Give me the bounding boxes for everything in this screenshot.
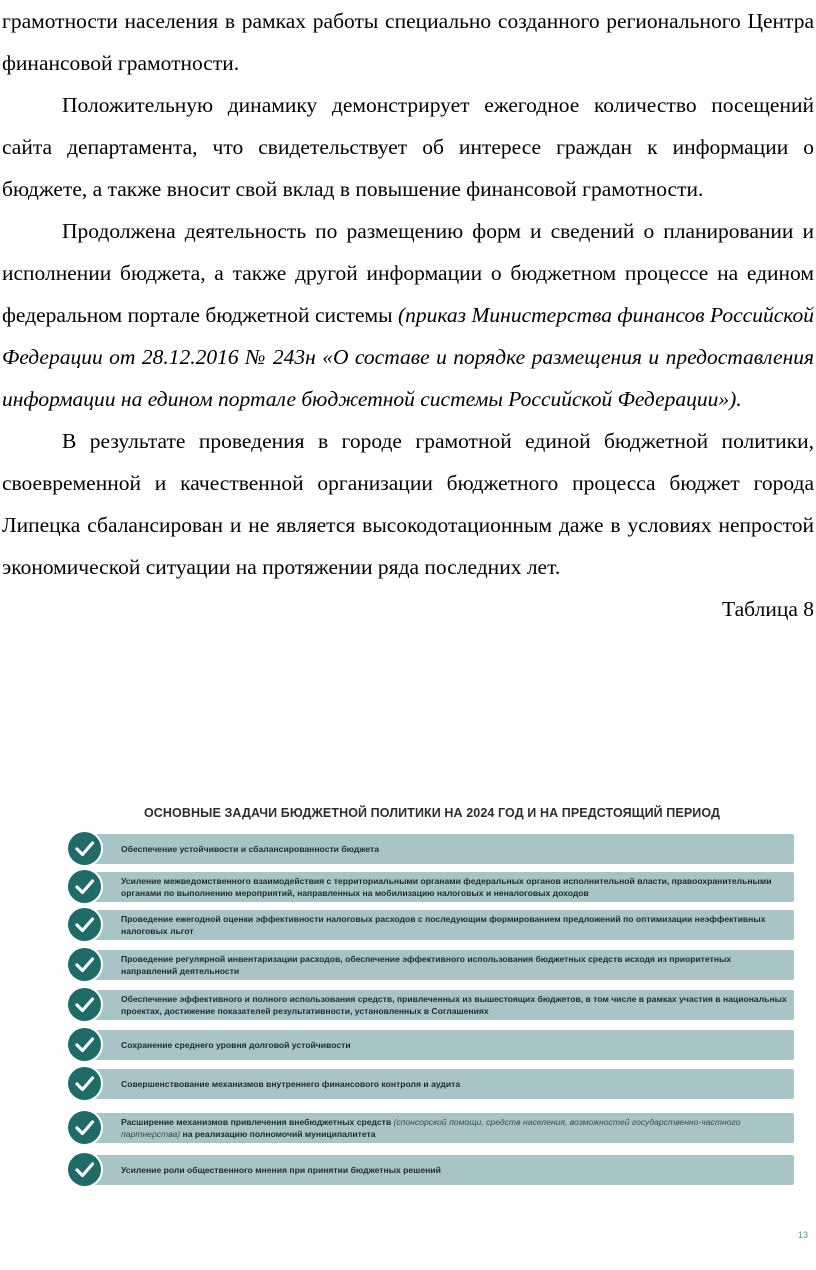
table-label: Таблица 8 xyxy=(722,597,814,621)
task-row xyxy=(66,832,798,866)
task-text: Проведение регулярной инвентаризации расходов, обеспечение эффективного использования бюджетных средств исходя из приоритетных направлений деятельности xyxy=(121,954,732,976)
document-body xyxy=(0,0,816,630)
paragraph-3-reference: (приказ Министерства финансов Российской Федерации от 28.12.2016 № 243н «О составе и порядке размещения и предоставления информации на едином портале бюджетной системы Российской Федерации»). xyxy=(2,303,814,411)
task-row xyxy=(66,908,798,942)
figure-title: ОСНОВНЫЕ ЗАДАЧИ БЮДЖЕТНОЙ ПОЛИТИКИ НА 2024 ГОД И НА ПРЕДСТОЯЩИЙ ПЕРИОД xyxy=(143,806,721,820)
paragraph-3 xyxy=(0,210,816,420)
task-row xyxy=(66,1067,798,1101)
task-row xyxy=(66,1028,798,1062)
check-circle-icon xyxy=(68,908,101,941)
task-text: Усиление межведомственного взаимодействия с территориальными органами федеральных органов исполнительной власти, правоохранительными органами по выполнению мероприятий, направленных на мобилизацию налоговых и неналоговых доходов xyxy=(121,876,772,898)
paragraph-3-text: Продолжена деятельность по размещению форм и сведений о планировании и исполнении бюджета, а также другой информации о бюджетном процессе на едином федеральном портале бюджетной системы xyxy=(2,219,814,327)
task-text: Проведение ежегодной оценки эффективности налоговых расходов с последующим формированием предложений по оптимизации неэффективных налоговых льгот xyxy=(121,914,766,936)
paragraph-2: Положительную динамику демонстрирует ежегодное количество посещений сайта департамента, что свидетельствует об интересе граждан к информации о бюджете, а также вносит свой вклад в повышение финансовой грамотности. xyxy=(2,93,814,201)
check-circle-icon xyxy=(68,870,101,903)
check-circle-icon xyxy=(68,1028,101,1061)
check-circle-icon xyxy=(68,1067,101,1100)
task-text xyxy=(121,1116,788,1140)
task-text-note: (спонсорской помощи, средств населения, возможностей государственно-частного партнерства) xyxy=(121,1117,741,1139)
task-text: Усиление роли общественного мнения при принятии бюджетных решений xyxy=(121,1165,441,1175)
task-text: Обеспечение устойчивости и сбалансированности бюджета xyxy=(121,844,379,854)
paragraph-1: грамотности населения в рамках работы специально созданного регионального Центра финансовой грамотности. xyxy=(2,9,814,75)
task-text: Совершенствование механизмов внутреннего финансового контроля и аудита xyxy=(121,1079,461,1089)
task-text: Сохранение среднего уровня долговой устойчивости xyxy=(121,1040,351,1050)
budget-tasks-figure xyxy=(66,800,798,1195)
task-row xyxy=(66,988,798,1022)
task-text-end: на реализацию полномочий муниципалитета xyxy=(180,1129,376,1139)
page-number: 13 xyxy=(797,1230,808,1240)
check-circle-icon xyxy=(68,1153,101,1186)
task-row xyxy=(66,870,798,904)
task-row xyxy=(66,1111,798,1145)
paragraph-4: В результате проведения в городе грамотной единой бюджетной политики, своевременной и качественной организации бюджетного процесса бюджет города Липецка сбалансирован и не является высокодотационным даже в условиях непростой экономической ситуации на протяжении ряда последних лет. xyxy=(2,429,814,579)
check-circle-icon xyxy=(68,1111,101,1144)
task-row xyxy=(66,1153,798,1187)
task-row xyxy=(66,948,798,982)
check-circle-icon xyxy=(68,988,101,1021)
check-circle-icon xyxy=(68,948,101,981)
check-circle-icon xyxy=(68,832,101,865)
task-text: Обеспечение эффективного и полного использования средств, привлеченных из вышестоящих бюджетов, в том числе в рамках участия в национальных проектах, достижение показателей результативности, установленных в Соглашениях xyxy=(121,994,787,1016)
task-text-start: Расширение механизмов привлечения внебюджетных средств xyxy=(121,1117,394,1127)
